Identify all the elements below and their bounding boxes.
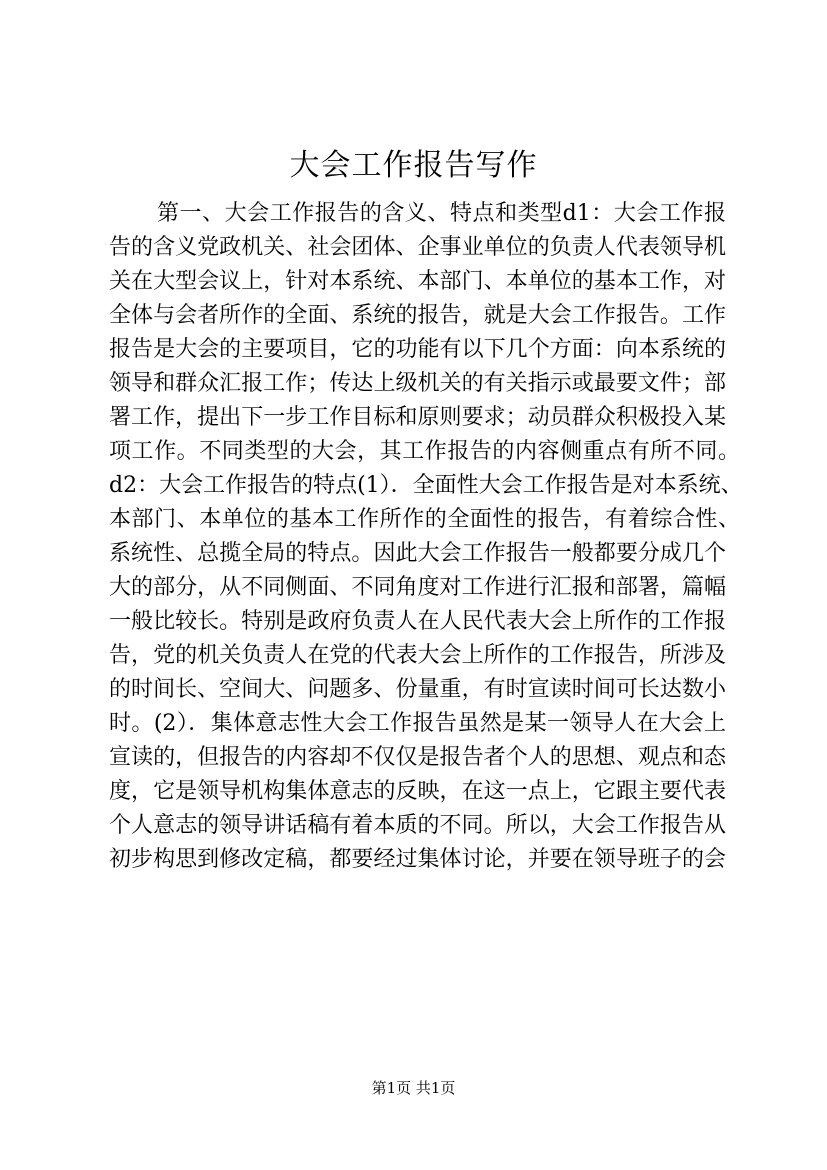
body-line: 系统性、总揽全局的特点。因此大会工作报告一般都要分成几个 [109,541,726,566]
body-line: 宣读的，但报告的内容却不仅仅是报告者个人的思想、观点和态 [109,745,726,770]
body-line: 初步构思到修改定稿，都要经过集体讨论，并要在领导班子的会 [109,847,726,872]
body-line: 关在大型会议上，针对本系统、本部门、本单位的基本工作，对 [109,269,726,294]
body-line: 时。(2）．集体意志性大会工作报告虽然是某一领导人在大会上 [109,711,726,736]
body-line: 第一、大会工作报告的含义、特点和类型d1：大会工作报 [157,201,726,226]
body-line: 个人意志的领导讲话稿有着本质的不同。所以，大会工作报告从 [109,813,726,838]
body-line: 全体与会者所作的全面、系统的报告，就是大会工作报告。工作 [109,303,726,328]
body-line: 度，它是领导机构集体意志的反映，在这一点上，它跟主要代表 [109,779,726,804]
page-footer: 第1页 共1页 [371,1079,456,1097]
body-line: 大的部分，从不同侧面、不同角度对工作进行汇报和部署，篇幅 [109,575,726,600]
document-title: 大会工作报告写作 [289,148,538,183]
body-line: 报告是大会的主要项目，它的功能有以下几个方面：向本系统的 [109,337,726,362]
body-line: 的时间长、空间大、问题多、份量重，有时宣读时间可长达数小 [109,677,726,702]
body-line: 告的含义党政机关、社会团体、企事业单位的负责人代表领导机 [109,235,726,260]
body-line: 告，党的机关负责人在党的代表大会上所作的工作报告，所涉及 [109,643,726,668]
body-line: 项工作。不同类型的大会，其工作报告的内容侧重点有所不同。 [109,439,740,464]
body-line: 领导和群众汇报工作；传达上级机关的有关指示或最要文件；部 [109,371,726,396]
body-line: d2：大会工作报告的特点(1）．全面性大会工作报告是对本系统、 [109,473,743,498]
body-line: 一般比较长。特别是政府负责人在人民代表大会上所作的工作报 [109,609,726,634]
body-line: 本部门、本单位的基本工作所作的全面性的报告，有着综合性、 [109,507,740,532]
body-line: 署工作，提出下一步工作目标和原则要求；动员群众积极投入某 [109,405,726,430]
